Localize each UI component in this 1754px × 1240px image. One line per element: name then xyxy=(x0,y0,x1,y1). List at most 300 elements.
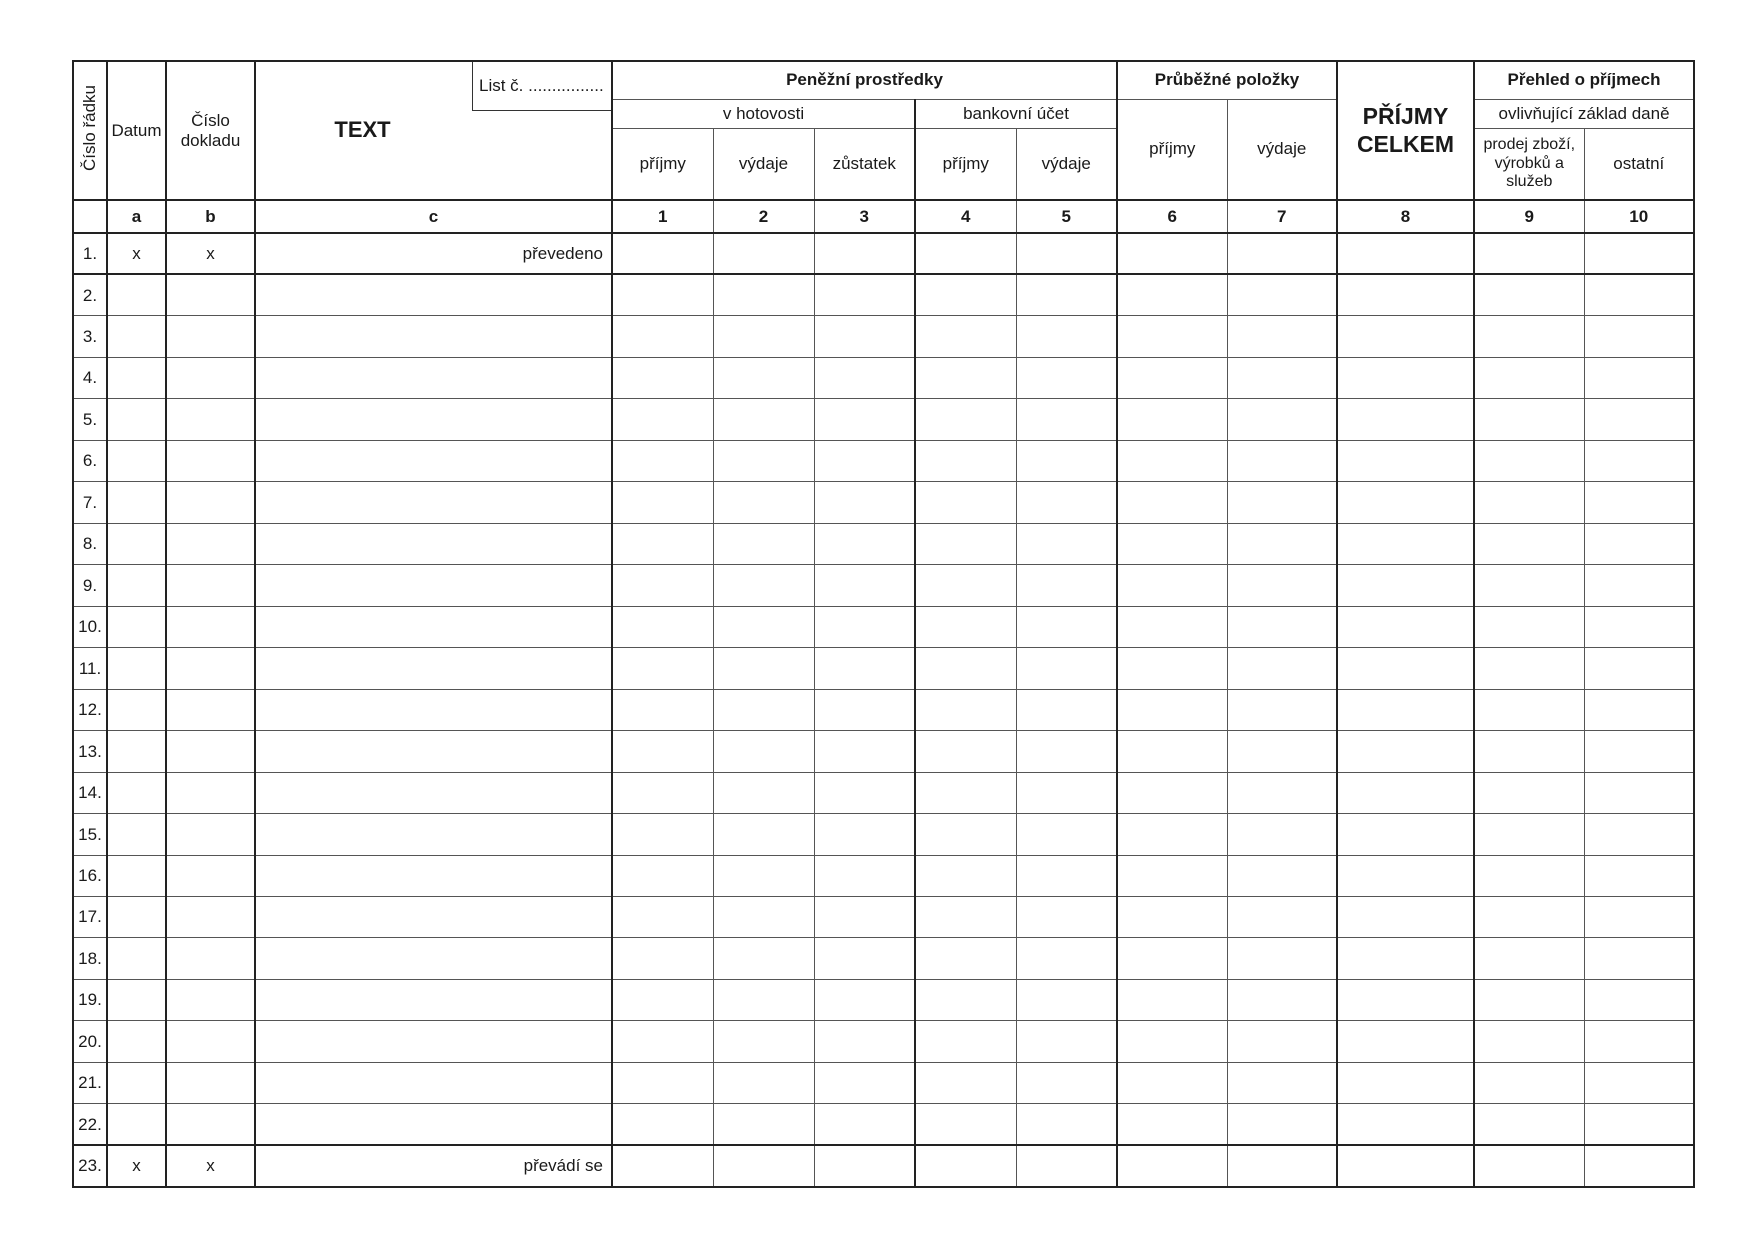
text-cell[interactable]: převedeno xyxy=(255,233,612,274)
amount-cell[interactable] xyxy=(1227,648,1337,689)
doc-number-cell[interactable] xyxy=(166,897,255,938)
amount-cell[interactable] xyxy=(814,606,915,647)
amount-cell[interactable] xyxy=(1584,689,1694,730)
amount-cell[interactable] xyxy=(713,1104,814,1145)
amount-cell[interactable] xyxy=(1227,1062,1337,1103)
amount-cell[interactable] xyxy=(1117,689,1227,730)
amount-cell[interactable] xyxy=(915,606,1016,647)
amount-cell[interactable] xyxy=(1117,1145,1227,1187)
date-cell[interactable] xyxy=(107,565,166,606)
amount-cell[interactable] xyxy=(915,814,1016,855)
doc-number-cell[interactable]: x xyxy=(166,1145,255,1187)
amount-cell[interactable] xyxy=(1474,523,1584,564)
amount-cell[interactable] xyxy=(1117,814,1227,855)
amount-cell[interactable] xyxy=(713,1145,814,1187)
amount-cell[interactable] xyxy=(1584,482,1694,523)
amount-cell[interactable] xyxy=(915,648,1016,689)
amount-cell[interactable] xyxy=(1117,979,1227,1020)
amount-cell[interactable] xyxy=(1474,482,1584,523)
amount-cell[interactable] xyxy=(1584,399,1694,440)
amount-cell[interactable] xyxy=(814,689,915,730)
amount-cell[interactable] xyxy=(1016,316,1117,357)
amount-cell[interactable] xyxy=(1584,1062,1694,1103)
amount-cell[interactable] xyxy=(1474,979,1584,1020)
amount-cell[interactable] xyxy=(814,814,915,855)
amount-cell[interactable] xyxy=(1016,855,1117,896)
doc-number-cell[interactable] xyxy=(166,1021,255,1062)
amount-cell[interactable] xyxy=(1337,648,1474,689)
date-cell[interactable] xyxy=(107,897,166,938)
amount-cell[interactable] xyxy=(1584,606,1694,647)
amount-cell[interactable] xyxy=(1337,814,1474,855)
date-cell[interactable] xyxy=(107,731,166,772)
amount-cell[interactable] xyxy=(713,979,814,1020)
amount-cell[interactable] xyxy=(612,731,713,772)
amount-cell[interactable] xyxy=(612,689,713,730)
amount-cell[interactable] xyxy=(1584,1104,1694,1145)
amount-cell[interactable] xyxy=(1474,606,1584,647)
amount-cell[interactable] xyxy=(814,233,915,274)
amount-cell[interactable] xyxy=(1584,316,1694,357)
amount-cell[interactable] xyxy=(814,316,915,357)
amount-cell[interactable] xyxy=(713,1062,814,1103)
date-cell[interactable]: x xyxy=(107,233,166,274)
amount-cell[interactable] xyxy=(814,1062,915,1103)
date-cell[interactable] xyxy=(107,938,166,979)
amount-cell[interactable] xyxy=(1227,938,1337,979)
doc-number-cell[interactable] xyxy=(166,1104,255,1145)
amount-cell[interactable] xyxy=(814,855,915,896)
amount-cell[interactable] xyxy=(915,565,1016,606)
amount-cell[interactable] xyxy=(1227,274,1337,315)
amount-cell[interactable] xyxy=(713,606,814,647)
amount-cell[interactable] xyxy=(713,399,814,440)
text-cell[interactable] xyxy=(255,897,612,938)
amount-cell[interactable] xyxy=(915,979,1016,1020)
amount-cell[interactable] xyxy=(915,523,1016,564)
amount-cell[interactable] xyxy=(1227,772,1337,813)
date-cell[interactable] xyxy=(107,606,166,647)
doc-number-cell[interactable] xyxy=(166,814,255,855)
amount-cell[interactable] xyxy=(1117,897,1227,938)
amount-cell[interactable] xyxy=(814,731,915,772)
amount-cell[interactable] xyxy=(915,772,1016,813)
doc-number-cell[interactable] xyxy=(166,482,255,523)
amount-cell[interactable] xyxy=(1117,440,1227,481)
amount-cell[interactable] xyxy=(814,938,915,979)
amount-cell[interactable] xyxy=(1016,648,1117,689)
amount-cell[interactable] xyxy=(1584,565,1694,606)
doc-number-cell[interactable] xyxy=(166,565,255,606)
date-cell[interactable] xyxy=(107,316,166,357)
amount-cell[interactable] xyxy=(1016,689,1117,730)
amount-cell[interactable] xyxy=(612,274,713,315)
text-cell[interactable] xyxy=(255,440,612,481)
text-cell[interactable] xyxy=(255,606,612,647)
text-cell[interactable] xyxy=(255,482,612,523)
amount-cell[interactable] xyxy=(1474,648,1584,689)
date-cell[interactable] xyxy=(107,648,166,689)
amount-cell[interactable] xyxy=(1474,565,1584,606)
doc-number-cell[interactable] xyxy=(166,648,255,689)
amount-cell[interactable] xyxy=(1337,1145,1474,1187)
amount-cell[interactable] xyxy=(814,274,915,315)
date-cell[interactable] xyxy=(107,1021,166,1062)
amount-cell[interactable] xyxy=(713,565,814,606)
doc-number-cell[interactable]: x xyxy=(166,233,255,274)
amount-cell[interactable] xyxy=(1584,731,1694,772)
amount-cell[interactable] xyxy=(814,1104,915,1145)
date-cell[interactable]: x xyxy=(107,1145,166,1187)
amount-cell[interactable] xyxy=(612,1104,713,1145)
amount-cell[interactable] xyxy=(1337,731,1474,772)
amount-cell[interactable] xyxy=(1016,565,1117,606)
amount-cell[interactable] xyxy=(1016,606,1117,647)
amount-cell[interactable] xyxy=(1016,1145,1117,1187)
amount-cell[interactable] xyxy=(612,979,713,1020)
amount-cell[interactable] xyxy=(1117,357,1227,398)
amount-cell[interactable] xyxy=(612,855,713,896)
amount-cell[interactable] xyxy=(915,1062,1016,1103)
doc-number-cell[interactable] xyxy=(166,938,255,979)
amount-cell[interactable] xyxy=(1584,233,1694,274)
amount-cell[interactable] xyxy=(1117,482,1227,523)
amount-cell[interactable] xyxy=(713,731,814,772)
text-cell[interactable] xyxy=(255,316,612,357)
text-cell[interactable] xyxy=(255,731,612,772)
amount-cell[interactable] xyxy=(1474,440,1584,481)
amount-cell[interactable] xyxy=(1117,1104,1227,1145)
text-cell[interactable] xyxy=(255,1062,612,1103)
amount-cell[interactable] xyxy=(1584,772,1694,813)
text-cell[interactable] xyxy=(255,938,612,979)
amount-cell[interactable] xyxy=(1016,1104,1117,1145)
amount-cell[interactable] xyxy=(612,648,713,689)
text-cell[interactable]: převádí se xyxy=(255,1145,612,1187)
doc-number-cell[interactable] xyxy=(166,689,255,730)
doc-number-cell[interactable] xyxy=(166,274,255,315)
amount-cell[interactable] xyxy=(1117,523,1227,564)
amount-cell[interactable] xyxy=(713,523,814,564)
amount-cell[interactable] xyxy=(1227,233,1337,274)
amount-cell[interactable] xyxy=(915,233,1016,274)
text-cell[interactable] xyxy=(255,274,612,315)
amount-cell[interactable] xyxy=(1337,979,1474,1020)
amount-cell[interactable] xyxy=(1227,357,1337,398)
amount-cell[interactable] xyxy=(814,482,915,523)
amount-cell[interactable] xyxy=(1227,440,1337,481)
amount-cell[interactable] xyxy=(1016,814,1117,855)
amount-cell[interactable] xyxy=(915,482,1016,523)
amount-cell[interactable] xyxy=(915,1145,1016,1187)
text-cell[interactable] xyxy=(255,523,612,564)
amount-cell[interactable] xyxy=(612,1145,713,1187)
amount-cell[interactable] xyxy=(1016,399,1117,440)
amount-cell[interactable] xyxy=(713,938,814,979)
amount-cell[interactable] xyxy=(814,772,915,813)
amount-cell[interactable] xyxy=(1474,897,1584,938)
amount-cell[interactable] xyxy=(1117,274,1227,315)
amount-cell[interactable] xyxy=(1117,938,1227,979)
amount-cell[interactable] xyxy=(713,1021,814,1062)
amount-cell[interactable] xyxy=(1337,274,1474,315)
amount-cell[interactable] xyxy=(612,523,713,564)
amount-cell[interactable] xyxy=(1117,648,1227,689)
amount-cell[interactable] xyxy=(1227,897,1337,938)
amount-cell[interactable] xyxy=(915,357,1016,398)
amount-cell[interactable] xyxy=(1117,606,1227,647)
amount-cell[interactable] xyxy=(1474,274,1584,315)
amount-cell[interactable] xyxy=(1016,938,1117,979)
date-cell[interactable] xyxy=(107,523,166,564)
amount-cell[interactable] xyxy=(1016,482,1117,523)
amount-cell[interactable] xyxy=(915,1104,1016,1145)
amount-cell[interactable] xyxy=(1474,1104,1584,1145)
amount-cell[interactable] xyxy=(612,938,713,979)
amount-cell[interactable] xyxy=(612,1062,713,1103)
amount-cell[interactable] xyxy=(814,523,915,564)
amount-cell[interactable] xyxy=(1117,233,1227,274)
amount-cell[interactable] xyxy=(1117,1062,1227,1103)
text-cell[interactable] xyxy=(255,565,612,606)
text-cell[interactable] xyxy=(255,399,612,440)
amount-cell[interactable] xyxy=(814,399,915,440)
amount-cell[interactable] xyxy=(1474,399,1584,440)
date-cell[interactable] xyxy=(107,772,166,813)
amount-cell[interactable] xyxy=(814,979,915,1020)
date-cell[interactable] xyxy=(107,979,166,1020)
amount-cell[interactable] xyxy=(1337,1104,1474,1145)
text-cell[interactable] xyxy=(255,1104,612,1145)
amount-cell[interactable] xyxy=(1117,565,1227,606)
text-cell[interactable] xyxy=(255,772,612,813)
amount-cell[interactable] xyxy=(814,1145,915,1187)
text-cell[interactable] xyxy=(255,689,612,730)
amount-cell[interactable] xyxy=(1337,1062,1474,1103)
amount-cell[interactable] xyxy=(1016,1062,1117,1103)
amount-cell[interactable] xyxy=(1227,855,1337,896)
date-cell[interactable] xyxy=(107,440,166,481)
amount-cell[interactable] xyxy=(1584,1145,1694,1187)
list-number-field[interactable]: List č. ................ xyxy=(472,61,612,111)
amount-cell[interactable] xyxy=(915,938,1016,979)
doc-number-cell[interactable] xyxy=(166,979,255,1020)
amount-cell[interactable] xyxy=(1117,316,1227,357)
amount-cell[interactable] xyxy=(612,316,713,357)
amount-cell[interactable] xyxy=(1584,979,1694,1020)
amount-cell[interactable] xyxy=(915,399,1016,440)
text-cell[interactable] xyxy=(255,855,612,896)
amount-cell[interactable] xyxy=(713,897,814,938)
amount-cell[interactable] xyxy=(1117,399,1227,440)
amount-cell[interactable] xyxy=(1016,731,1117,772)
amount-cell[interactable] xyxy=(1584,357,1694,398)
text-cell[interactable] xyxy=(255,1021,612,1062)
amount-cell[interactable] xyxy=(1227,482,1337,523)
amount-cell[interactable] xyxy=(1227,606,1337,647)
text-cell[interactable] xyxy=(255,648,612,689)
amount-cell[interactable] xyxy=(1584,440,1694,481)
amount-cell[interactable] xyxy=(1584,523,1694,564)
amount-cell[interactable] xyxy=(814,440,915,481)
date-cell[interactable] xyxy=(107,855,166,896)
amount-cell[interactable] xyxy=(1016,523,1117,564)
amount-cell[interactable] xyxy=(1474,316,1584,357)
amount-cell[interactable] xyxy=(612,606,713,647)
amount-cell[interactable] xyxy=(915,440,1016,481)
amount-cell[interactable] xyxy=(814,897,915,938)
doc-number-cell[interactable] xyxy=(166,316,255,357)
amount-cell[interactable] xyxy=(1016,772,1117,813)
amount-cell[interactable] xyxy=(612,772,713,813)
amount-cell[interactable] xyxy=(1016,233,1117,274)
amount-cell[interactable] xyxy=(1227,399,1337,440)
amount-cell[interactable] xyxy=(1337,772,1474,813)
amount-cell[interactable] xyxy=(814,648,915,689)
amount-cell[interactable] xyxy=(915,897,1016,938)
doc-number-cell[interactable] xyxy=(166,440,255,481)
amount-cell[interactable] xyxy=(814,1021,915,1062)
amount-cell[interactable] xyxy=(612,440,713,481)
amount-cell[interactable] xyxy=(1474,731,1584,772)
amount-cell[interactable] xyxy=(1584,648,1694,689)
date-cell[interactable] xyxy=(107,689,166,730)
doc-number-cell[interactable] xyxy=(166,731,255,772)
amount-cell[interactable] xyxy=(915,689,1016,730)
date-cell[interactable] xyxy=(107,399,166,440)
amount-cell[interactable] xyxy=(1227,1145,1337,1187)
amount-cell[interactable] xyxy=(1337,565,1474,606)
amount-cell[interactable] xyxy=(1337,1021,1474,1062)
text-cell[interactable] xyxy=(255,979,612,1020)
amount-cell[interactable] xyxy=(1016,440,1117,481)
amount-cell[interactable] xyxy=(1337,855,1474,896)
amount-cell[interactable] xyxy=(915,731,1016,772)
doc-number-cell[interactable] xyxy=(166,357,255,398)
amount-cell[interactable] xyxy=(1337,440,1474,481)
amount-cell[interactable] xyxy=(713,689,814,730)
amount-cell[interactable] xyxy=(713,316,814,357)
amount-cell[interactable] xyxy=(1584,855,1694,896)
doc-number-cell[interactable] xyxy=(166,399,255,440)
amount-cell[interactable] xyxy=(713,648,814,689)
amount-cell[interactable] xyxy=(1227,814,1337,855)
amount-cell[interactable] xyxy=(612,482,713,523)
amount-cell[interactable] xyxy=(713,482,814,523)
amount-cell[interactable] xyxy=(915,855,1016,896)
amount-cell[interactable] xyxy=(713,855,814,896)
amount-cell[interactable] xyxy=(612,1021,713,1062)
date-cell[interactable] xyxy=(107,482,166,523)
amount-cell[interactable] xyxy=(1474,1021,1584,1062)
amount-cell[interactable] xyxy=(612,357,713,398)
amount-cell[interactable] xyxy=(1584,1021,1694,1062)
doc-number-cell[interactable] xyxy=(166,772,255,813)
amount-cell[interactable] xyxy=(1337,233,1474,274)
amount-cell[interactable] xyxy=(1337,316,1474,357)
amount-cell[interactable] xyxy=(713,233,814,274)
amount-cell[interactable] xyxy=(1474,357,1584,398)
doc-number-cell[interactable] xyxy=(166,523,255,564)
doc-number-cell[interactable] xyxy=(166,855,255,896)
amount-cell[interactable] xyxy=(1227,316,1337,357)
amount-cell[interactable] xyxy=(1584,897,1694,938)
amount-cell[interactable] xyxy=(1474,689,1584,730)
amount-cell[interactable] xyxy=(1474,814,1584,855)
amount-cell[interactable] xyxy=(1474,938,1584,979)
date-cell[interactable] xyxy=(107,1062,166,1103)
amount-cell[interactable] xyxy=(713,772,814,813)
amount-cell[interactable] xyxy=(713,814,814,855)
amount-cell[interactable] xyxy=(1117,731,1227,772)
amount-cell[interactable] xyxy=(1227,979,1337,1020)
amount-cell[interactable] xyxy=(1584,938,1694,979)
amount-cell[interactable] xyxy=(1227,523,1337,564)
amount-cell[interactable] xyxy=(1337,606,1474,647)
amount-cell[interactable] xyxy=(1337,938,1474,979)
amount-cell[interactable] xyxy=(915,1021,1016,1062)
amount-cell[interactable] xyxy=(915,274,1016,315)
amount-cell[interactable] xyxy=(1337,482,1474,523)
amount-cell[interactable] xyxy=(1016,897,1117,938)
amount-cell[interactable] xyxy=(1016,274,1117,315)
amount-cell[interactable] xyxy=(612,233,713,274)
amount-cell[interactable] xyxy=(1474,855,1584,896)
amount-cell[interactable] xyxy=(1474,1145,1584,1187)
doc-number-cell[interactable] xyxy=(166,1062,255,1103)
amount-cell[interactable] xyxy=(612,399,713,440)
amount-cell[interactable] xyxy=(612,565,713,606)
amount-cell[interactable] xyxy=(915,316,1016,357)
amount-cell[interactable] xyxy=(1584,274,1694,315)
amount-cell[interactable] xyxy=(1474,772,1584,813)
amount-cell[interactable] xyxy=(1016,979,1117,1020)
amount-cell[interactable] xyxy=(713,357,814,398)
amount-cell[interactable] xyxy=(814,357,915,398)
amount-cell[interactable] xyxy=(1227,1021,1337,1062)
amount-cell[interactable] xyxy=(814,565,915,606)
amount-cell[interactable] xyxy=(1337,897,1474,938)
amount-cell[interactable] xyxy=(713,440,814,481)
amount-cell[interactable] xyxy=(1337,399,1474,440)
amount-cell[interactable] xyxy=(713,274,814,315)
amount-cell[interactable] xyxy=(1337,523,1474,564)
amount-cell[interactable] xyxy=(612,897,713,938)
amount-cell[interactable] xyxy=(1337,689,1474,730)
amount-cell[interactable] xyxy=(1117,772,1227,813)
text-cell[interactable] xyxy=(255,814,612,855)
amount-cell[interactable] xyxy=(1227,565,1337,606)
amount-cell[interactable] xyxy=(1117,1021,1227,1062)
doc-number-cell[interactable] xyxy=(166,606,255,647)
amount-cell[interactable] xyxy=(1016,1021,1117,1062)
amount-cell[interactable] xyxy=(1016,357,1117,398)
date-cell[interactable] xyxy=(107,814,166,855)
date-cell[interactable] xyxy=(107,274,166,315)
amount-cell[interactable] xyxy=(1227,689,1337,730)
amount-cell[interactable] xyxy=(1474,233,1584,274)
date-cell[interactable] xyxy=(107,357,166,398)
amount-cell[interactable] xyxy=(612,814,713,855)
amount-cell[interactable] xyxy=(1117,855,1227,896)
amount-cell[interactable] xyxy=(1227,731,1337,772)
amount-cell[interactable] xyxy=(1227,1104,1337,1145)
date-cell[interactable] xyxy=(107,1104,166,1145)
amount-cell[interactable] xyxy=(1584,814,1694,855)
amount-cell[interactable] xyxy=(1337,357,1474,398)
amount-cell[interactable] xyxy=(1474,1062,1584,1103)
text-cell[interactable] xyxy=(255,357,612,398)
